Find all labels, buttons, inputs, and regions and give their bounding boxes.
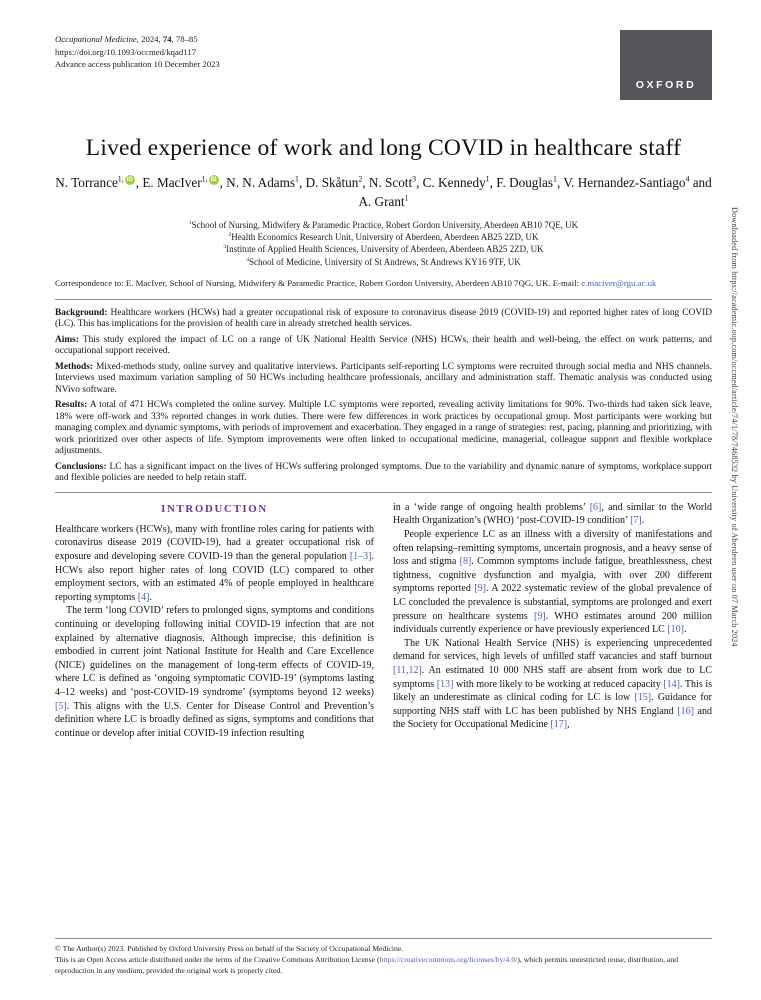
author-name: C. Kennedy$^1$ (422, 174, 490, 190)
abstract-label: Methods: (55, 361, 94, 372)
affiliation: $^3$Institute of Applied Health Sciences, University of Aberdeen, Aberdeen AB25 2ZD, UK (223, 244, 544, 255)
citation-ref[interactable]: [4] (137, 591, 150, 603)
journal-name: Occupational Medicine (55, 34, 137, 44)
paragraph: People experience LC as an illness with a diversity of manifestations and often relapsing–remitting symptoms, uncertain prognosis, and a heavy sense of loss and stigma [8]. Common symptoms include fatigue, breathlessness, chest tightness, cognitive dysfunction and myalgia, with over 200 different symptoms reported [9]. A 2022 systematic review of the global prevalence of LC concluded the prevalence is substantial, symptoms are prolonged and exert pressure on healthcare systems [9]. WHO estimates around 200 million individuals currently experience or have previously experienced LC [10]. (393, 529, 713, 636)
citation-ref[interactable]: [6] (589, 501, 602, 513)
article-body (55, 501, 712, 741)
affiliation: $^1$School of Nursing, Midwifery & Paramedic Practice, Robert Gordon University, Aberdeen AB10 7QE, UK (188, 220, 579, 230)
journal-citation (55, 33, 485, 46)
orcid-icon[interactable]: iD (126, 176, 133, 183)
abstract-label: Conclusions: (55, 461, 107, 472)
link[interactable]: https://creativecommons.org/licenses/by/4.0/ (379, 955, 518, 965)
abstract-section-results: Results: A total of 471 HCWs completed the online survey. Multiple LC symptoms were reported, revealing activity limitations for 90%. Two-thirds had taken sick leave, 18% were off-work and 33% reported changes in work duties. There were few differences in work practices by occupational group. Most participants were working but managing complex and dynamic symptoms, with periods of improvement and exacerbation. They engaged in a range of strategies: rest, pacing, planning and prioritizing, with work prioritized over other aspects of life. Symptom improvements were often linked to occupational medicine, managerial, colleague support and flexible workplace adjustments. (55, 400, 712, 457)
author-name: F. Douglas$^1$ (496, 174, 557, 190)
citation-ref[interactable]: [9] (474, 583, 486, 595)
paragraph: Healthcare workers (HCWs), many with frontline roles caring for patients with coronavirus disease 2019 (COVID-19), had a greater occupational risk of exposure and developing severe COVID-19 than the general population [1–3]. HCWs also report higher rates of long COVID (LC) compared to other employment sectors, with an estimated 4% of people employed in healthcare reporting symptoms [4]. (55, 523, 374, 603)
citation-volume: 74 (162, 34, 172, 44)
citation-pages: , 78–85 (171, 34, 198, 44)
author-name: D. Skåtun$^2$ (305, 174, 363, 190)
author-name: E. MacIver$^{1,}$ (142, 174, 208, 190)
article-title: Lived experience of work and long COVID in healthcare staff (85, 135, 682, 161)
author-name: N. Torrance$^{1,}$ (55, 174, 124, 190)
citation-year: , 2024, (136, 34, 163, 44)
citation-ref[interactable]: [7] (630, 515, 642, 527)
email-link[interactable]: e.maciver@rgu.ac.uk (581, 277, 657, 288)
column-left (55, 501, 374, 741)
affiliation: $^4$School of Medicine, University of St Andrews, St Andrews KY16 9TF, UK (246, 256, 521, 267)
citation-ref[interactable]: [9] (534, 610, 546, 622)
abstract (55, 299, 712, 493)
author-name: A. Grant$^1$ (358, 193, 409, 209)
citation-ref[interactable]: [14] (663, 678, 680, 690)
section-heading-introduction: INTRODUCTION (161, 502, 268, 515)
affiliation-list (55, 219, 712, 268)
orcid-icon[interactable]: iD (210, 176, 217, 183)
article-front-matter (55, 134, 712, 740)
oxford-logo-text: OXFORD (635, 79, 697, 91)
footer-text (55, 944, 712, 976)
abstract-label: Aims: (55, 334, 79, 345)
author-line: N. Torrance$^{1,}$ iD , E. MacIver$^{1,}$ iD , N. N. Adams$^1$, D. Skåtun$^2$, N. Scott$^3$, C. Kennedy$^1$, F. Douglas$^1$, V. Hernandez-Santiago$^4$ and A. Grant$^1$ (55, 174, 712, 209)
footer (55, 938, 712, 977)
author-name: N. N. Adams$^1$ (226, 174, 299, 190)
citation-ref[interactable]: [17] (550, 719, 568, 731)
column-right (393, 501, 712, 741)
abstract-section-conclusions: Conclusions: LC has a significant impact on the lives of HCWs suffering prolonged symptoms. Due to the variability and dynamic nature of symptoms, workplace support and flexible policies are needed to help retain staff. (55, 461, 712, 484)
author-name: N. Scott$^3$ (368, 174, 417, 190)
citation-ref[interactable]: [15] (634, 692, 652, 704)
citation-ref[interactable]: [10] (667, 624, 685, 636)
citation-ref[interactable]: [1–3] (349, 551, 372, 562)
author-name: V. Hernandez-Santiago$^4$ (563, 174, 690, 190)
citation-ref[interactable]: [13] (436, 678, 454, 690)
citation-ref[interactable]: [16] (677, 705, 694, 717)
abstract-label: Background: (55, 307, 108, 318)
correspondence: Correspondence to: E. MacIver, School of Nursing, Midwifery & Paramedic Practice, Robert Gordon University, Aberdeen AB10 7QG, UK. E-mail: e.maciver@rgu.ac.uk (55, 277, 657, 288)
citation-block (55, 33, 485, 71)
citation-ref[interactable]: [8] (459, 556, 472, 568)
abstract-section-methods: Methods: Mixed-methods study, online survey and qualitative interviews. Participants self-reporting LC symptoms were recruited through social media and NHS channels. Interviews used maximum variation sampling of 50 HCWs including healthcare professionals, ancillary and administration staff. Thematic analysis was conducted using NVivo software. (55, 361, 712, 395)
doi-text[interactable]: https://doi.org/10.1093/occmed/kqad117 (55, 46, 196, 57)
paragraph: The term ‘long COVID’ refers to prolonged signs, symptoms and conditions continuing or developing following initial COVID-19 infection that are not explained by alternative diagnosis. Although imprecise, this definition is embodied in current joint National Institute for Health and Care Excellence (NICE) guidelines on the management of long-term effects of COVID-19, where LC is defined as ‘ongoing symptomatic COVID-19’ (symptoms lasting 4–12 weeks) and ‘post-COVID-19 syndrome’ (symptoms beyond 12 weeks) [5]. This aligns with the U.S. Center for Disease Control and Prevention’s definition where LC is broadly defined as signs, symptoms and conditions that continue or develop after initial COVID-19 infection resulting (55, 605, 374, 739)
footer-line: This is an Open Access article distributed under the terms of the Creative Commons Attribution License (https://creativecommons.org/licenses/by/4.0/), which permits unrestricted reuse, distribution, and reproduction in any medium, provided the original work is properly cited. (55, 955, 679, 975)
citation-ref[interactable]: [5] (55, 700, 67, 712)
oxford-logo (620, 30, 712, 100)
citation-ref[interactable]: [11,12] (393, 664, 422, 676)
paragraph: The UK National Health Service (NHS) is experiencing unprecedented demand for services, high levels of unfilled staff vacancies and staff burnout [11,12]. An estimated 10 000 NHS staff are absent from work due to LC symptoms [13] with more likely to be working at reduced capacity [14]. This is likely an underestimate as clinical coding for LC is low [15]. Guidance for supporting NHS staff with LC has been published by NHS England [16] and the Society for Occupational Medicine [17], (393, 637, 712, 731)
footer-line: © The Author(s) 2023. Published by Oxford University Press on behalf of the Society of Occupational Medicine. (55, 943, 404, 953)
advance-access-text: Advance access publication 10 December 2023 (55, 59, 220, 70)
affiliation: $^2$Health Economics Research Unit, University of Aberdeen, Aberdeen AB25 2ZD, UK (228, 232, 539, 243)
download-provenance-note: Downloaded from https://academic.oup.com/occmed/article/74/1/78/7468532 by University of Aberdeen user on 07 March 2024 (730, 207, 739, 647)
abstract-section-background: Background: Healthcare workers (HCWs) had a greater occupational risk of exposure to coronavirus disease 2019 (COVID-19) and reported higher rates of long COVID (LC). This has implications for the provision of health care in already stretched health services. (55, 307, 712, 330)
abstract-section-aims: Aims: This study explored the impact of LC on a range of UK National Health Service (NHS) HCWs, their health and well-being, the effect on work patterns, and occupational support received. (55, 334, 712, 357)
abstract-label: Results: (55, 400, 88, 411)
paragraph: in a ‘wide range of ongoing health problems’ [6], and similar to the World Health Organization’s (WHO) ‘post-COVID-19 condition’ [7]. (393, 501, 712, 527)
